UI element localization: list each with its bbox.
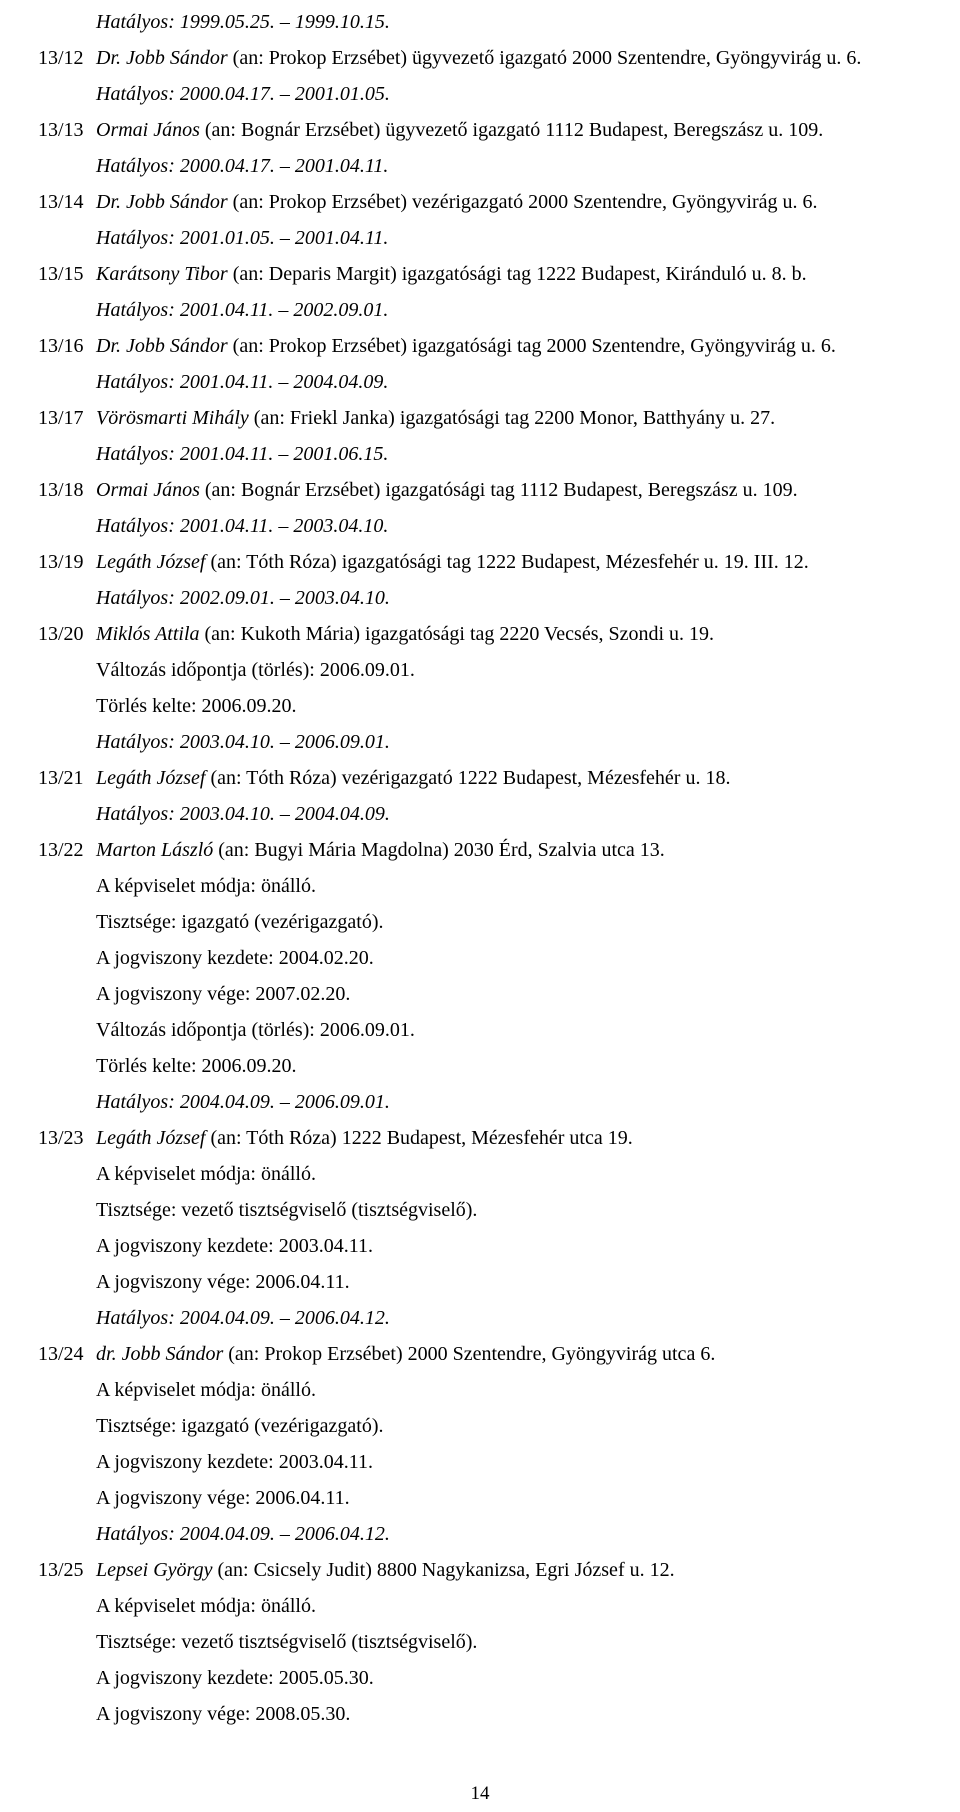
entry-description: (an: Csicsely Judit) 8800 Nagykanizsa, Egri József u. 12. (212, 1559, 675, 1581)
entry-detail-line: Változás időpontja (törlés): 2006.09.01. (96, 1019, 415, 1041)
entry-detail-line: A képviselet módja: önálló. (96, 1379, 316, 1401)
entry-person-name: Miklós Attila (96, 623, 200, 645)
entry-person-name: dr. Jobb Sándor (96, 1343, 224, 1365)
entry-person-name: Dr. Jobb Sándor (96, 47, 228, 69)
entry-description: (an: Bognár Erzsébet) igazgatósági tag 1112 Budapest, Beregszász u. 109. (199, 479, 798, 501)
entry-description: (an: Bugyi Mária Magdolna) 2030 Érd, Szalvia utca 13. (213, 839, 665, 861)
entry-valid-line: Hatályos: 2004.04.09. – 2006.04.12. (96, 1523, 390, 1545)
register-entry (38, 616, 938, 760)
entry-person-name: Legáth József (96, 767, 206, 789)
entry-number: 13/13 (38, 119, 84, 141)
entry-person-name: Ormai János (96, 119, 200, 141)
entry-detail-line: A jogviszony kezdete: 2003.04.11. (96, 1451, 373, 1473)
register-entry (38, 544, 938, 616)
register-entry (38, 760, 938, 832)
entry-description: (an: Tóth Róza) vezérigazgató 1222 Budapest, Mézesfehér u. 18. (205, 767, 731, 789)
entry-number: 13/21 (38, 767, 84, 789)
entry-description: (an: Prokop Erzsébet) igazgatósági tag 2000 Szentendre, Gyöngyvirág u. 6. (227, 335, 836, 357)
entry-number: 13/22 (38, 839, 84, 861)
entry-valid-line: Hatályos: 2000.04.17. – 2001.01.05. (96, 83, 390, 105)
entry-valid-line: Hatályos: 2001.01.05. – 2001.04.11. (96, 227, 389, 249)
entry-head-line (38, 1120, 938, 1156)
top-valid-line: Hatályos: 1999.05.25. – 1999.10.15. (96, 11, 390, 33)
entry-head-line (38, 544, 938, 580)
entry-valid-line: Hatályos: 2001.04.11. – 2004.04.09. (96, 371, 389, 393)
entry-detail-line: Változás időpontja (törlés): 2006.09.01. (96, 659, 415, 681)
register-entry (38, 832, 938, 1120)
entry-detail-line: A jogviszony kezdete: 2003.04.11. (96, 1235, 373, 1257)
register-entry (38, 400, 938, 472)
entry-description: (an: Tóth Róza) 1222 Budapest, Mézesfehér utca 19. (205, 1127, 633, 1149)
entry-detail-line: Törlés kelte: 2006.09.20. (96, 1055, 297, 1077)
entry-number: 13/18 (38, 479, 84, 501)
register-entry (38, 1336, 938, 1552)
entry-detail-line: A képviselet módja: önálló. (96, 875, 316, 897)
entry-detail-line: A jogviszony vége: 2007.02.20. (96, 983, 351, 1005)
entry-number: 13/15 (38, 263, 84, 285)
register-entry (38, 184, 938, 256)
entry-person-name: Ormai János (96, 479, 200, 501)
entry-detail-line: Törlés kelte: 2006.09.20. (96, 695, 297, 717)
entry-person-name: Karátsony Tibor (96, 263, 228, 285)
register-entry (38, 40, 938, 112)
entry-valid-line: Hatályos: 2001.04.11. – 2002.09.01. (96, 299, 389, 321)
entry-valid-line: Hatályos: 2002.09.01. – 2003.04.10. (96, 587, 390, 609)
entry-number: 13/25 (38, 1559, 84, 1581)
register-entry (38, 112, 938, 184)
register-entry (38, 256, 938, 328)
entry-valid-line: Hatályos: 2003.04.10. – 2004.04.09. (96, 803, 390, 825)
entry-valid-line: Hatályos: 2004.04.09. – 2006.09.01. (96, 1091, 390, 1113)
entry-description: (an: Kukoth Mária) igazgatósági tag 2220 Vecsés, Szondi u. 19. (199, 623, 715, 645)
entry-description: (an: Prokop Erzsébet) ügyvezető igazgató 2000 Szentendre, Gyöngyvirág u. 6. (227, 47, 862, 69)
entry-description: (an: Prokop Erzsébet) vezérigazgató 2000 Szentendre, Gyöngyvirág u. 6. (227, 191, 818, 213)
entry-head-line (38, 760, 938, 796)
register-entry (38, 472, 938, 544)
entry-number: 13/23 (38, 1127, 84, 1149)
entry-head-line (38, 616, 938, 652)
entry-detail-line: A képviselet módja: önálló. (96, 1595, 316, 1617)
entry-description: (an: Friekl Janka) igazgatósági tag 2200 Monor, Batthyány u. 27. (248, 407, 776, 429)
entry-detail-line: A jogviszony kezdete: 2005.05.30. (96, 1667, 374, 1689)
entry-head-line (38, 832, 938, 868)
entry-head-line (38, 256, 938, 292)
entry-detail-line: Tisztsége: igazgató (vezérigazgató). (96, 1415, 384, 1437)
entry-detail-line: Tisztsége: igazgató (vezérigazgató). (96, 911, 384, 933)
register-entry (38, 328, 938, 400)
entry-number: 13/16 (38, 335, 84, 357)
entry-head-line (38, 400, 938, 436)
register-entry (38, 1120, 938, 1336)
register-entry (38, 1552, 938, 1732)
entry-valid-line: Hatályos: 2003.04.10. – 2006.09.01. (96, 731, 390, 753)
entry-head-line (38, 40, 938, 76)
entry-description: (an: Deparis Margit) igazgatósági tag 1222 Budapest, Kiránduló u. 8. b. (227, 263, 807, 285)
entry-head-line (38, 1336, 938, 1372)
entry-person-name: Dr. Jobb Sándor (96, 191, 228, 213)
entry-number: 13/20 (38, 623, 84, 645)
entry-person-name: Legáth József (96, 551, 206, 573)
entry-valid-line: Hatályos: 2001.04.11. – 2001.06.15. (96, 443, 389, 465)
entry-list (38, 40, 938, 1732)
entry-description: (an: Prokop Erzsébet) 2000 Szentendre, Gyöngyvirág utca 6. (223, 1343, 716, 1365)
entry-head-line (38, 472, 938, 508)
entry-detail-line: Tisztsége: vezető tisztségviselő (tisztségviselő). (96, 1631, 478, 1653)
entry-detail-line: A jogviszony vége: 2006.04.11. (96, 1271, 350, 1293)
entry-head-line (38, 1552, 938, 1588)
entry-valid-line: Hatályos: 2001.04.11. – 2003.04.10. (96, 515, 389, 537)
entry-detail-line: Tisztsége: vezető tisztségviselő (tisztségviselő). (96, 1199, 478, 1221)
entry-number: 13/14 (38, 191, 84, 213)
entry-number: 13/17 (38, 407, 84, 429)
entry-description: (an: Bognár Erzsébet) ügyvezető igazgató 1112 Budapest, Beregszász u. 109. (199, 119, 824, 141)
entry-person-name: Dr. Jobb Sándor (96, 335, 228, 357)
entry-valid-line: Hatályos: 2000.04.17. – 2001.04.11. (96, 155, 389, 177)
entry-person-name: Legáth József (96, 1127, 206, 1149)
entry-description: (an: Tóth Róza) igazgatósági tag 1222 Budapest, Mézesfehér u. 19. III. 12. (205, 551, 809, 573)
entry-number: 13/19 (38, 551, 84, 573)
entry-head-line (38, 184, 938, 220)
register-entries (38, 4, 938, 1732)
entry-detail-line: A jogviszony kezdete: 2004.02.20. (96, 947, 374, 969)
entry-detail-line: A képviselet módja: önálló. (96, 1163, 316, 1185)
entry-person-name: Lepsei György (96, 1559, 213, 1581)
entry-number: 13/12 (38, 47, 84, 69)
entry-person-name: Marton László (96, 839, 214, 861)
entry-head-line (38, 112, 938, 148)
entry-person-name: Vörösmarti Mihály (96, 407, 249, 429)
entry-head-line (38, 328, 938, 364)
entry-number: 13/24 (38, 1343, 84, 1365)
entry-valid-line: Hatályos: 2004.04.09. – 2006.04.12. (96, 1307, 390, 1329)
entry-detail-line: A jogviszony vége: 2008.05.30. (96, 1703, 351, 1725)
page-number: 14 (470, 1783, 490, 1804)
entry-detail-line: A jogviszony vége: 2006.04.11. (96, 1487, 350, 1509)
